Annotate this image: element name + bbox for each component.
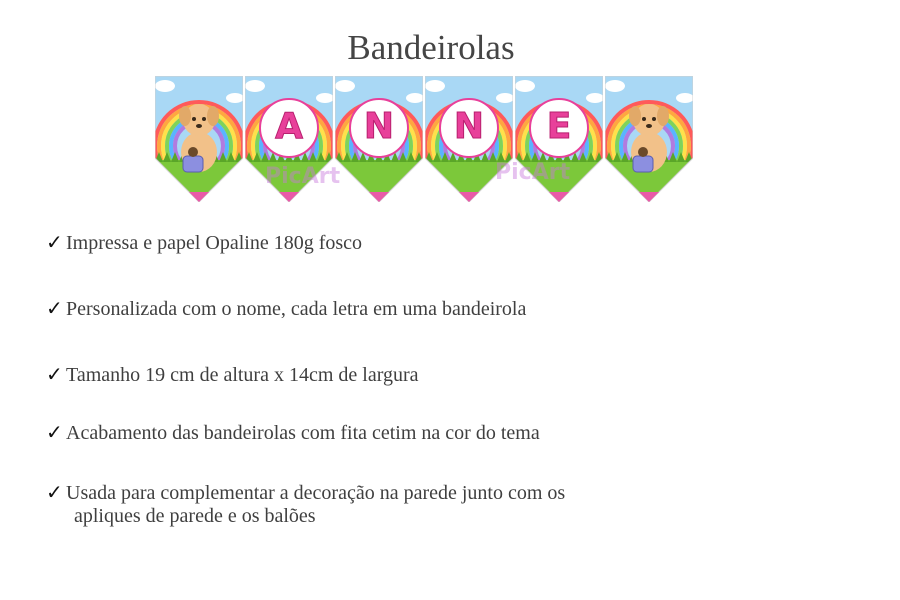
flag-letter-2 — [335, 76, 423, 202]
flag-letter-text: E — [546, 106, 572, 147]
feature-item — [46, 420, 540, 445]
feature-item — [46, 230, 362, 255]
check-icon: ✓ — [46, 364, 63, 386]
flag-artwork — [155, 76, 243, 202]
feature-text-continued: apliques de parede e os balões — [74, 505, 316, 527]
watermark: PicArt — [265, 164, 341, 189]
feature-text: Personalizada com o nome, cada letra em uma bandeirola — [66, 298, 527, 320]
feature-item — [46, 362, 419, 387]
feature-text: Tamanho 19 cm de altura x 14cm de largura — [66, 364, 419, 386]
flag-letter-text: A — [275, 106, 303, 147]
watermark: PicArt — [495, 160, 571, 185]
flag-artwork — [605, 76, 693, 202]
feature-text: Impressa e papel Opaline 180g fosco — [66, 232, 363, 254]
flag-bear-right — [605, 76, 693, 202]
check-icon: ✓ — [46, 298, 63, 320]
flag-letter-1 — [245, 76, 333, 202]
check-icon: ✓ — [46, 482, 63, 504]
feature-text: Usada para complementar a decoração na parede junto com os — [66, 482, 566, 504]
feature-text: Acabamento das bandeirolas com fita cetim na cor do tema — [66, 422, 540, 444]
page-title: Bandeirolas — [347, 28, 515, 67]
flag-letter-text: N — [363, 106, 395, 147]
check-icon: ✓ — [46, 232, 63, 254]
bunting-banner-image — [155, 76, 697, 216]
check-icon: ✓ — [46, 422, 63, 444]
flag-letter-4 — [515, 76, 603, 202]
feature-item — [46, 480, 565, 528]
flag-letter-3 — [425, 76, 513, 202]
flag-bear-left — [155, 76, 243, 202]
flag-letter-text: N — [453, 106, 485, 147]
feature-item — [46, 296, 526, 321]
